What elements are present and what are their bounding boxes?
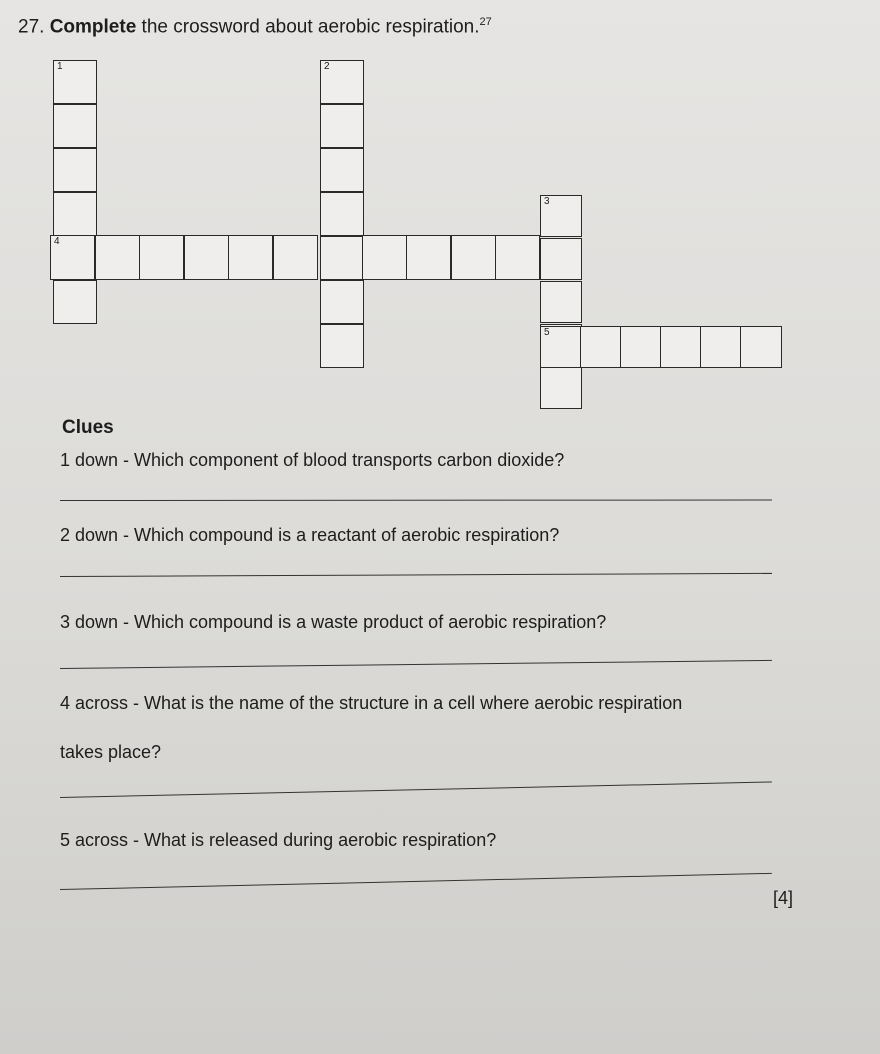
answer-line-2[interactable] <box>60 573 772 577</box>
crossword-cell-2-down-2[interactable] <box>320 104 364 148</box>
clue-number-3: 3 <box>544 196 550 207</box>
crossword-cell-4-across-5[interactable] <box>228 235 273 280</box>
answer-line-1[interactable] <box>60 500 772 501</box>
crossword-cell-4-across-9[interactable] <box>406 235 451 280</box>
crossword-cell-1-down-3[interactable] <box>53 148 97 192</box>
crossword-cell-5-across-6[interactable] <box>740 326 782 368</box>
crossword-cell-5-across-5[interactable] <box>700 326 742 368</box>
clue-5-across: 5 across - What is released during aerobic respiration? <box>60 830 497 850</box>
crossword-cell-4-across-8[interactable] <box>362 235 407 280</box>
clue-number-4: 4 <box>54 236 60 247</box>
crossword-cell-2-down-7[interactable] <box>320 324 364 368</box>
clue-number-1: 1 <box>57 61 63 72</box>
crossword-cell-2-down-1[interactable] <box>320 60 364 104</box>
clue-4-across: 4 across - What is the name of the structure in a cell where aerobic respiration <box>60 693 683 713</box>
clue-3-down: 3 down - Which compound is a waste product of aerobic respiration? <box>60 612 607 632</box>
crossword-cell-5-across-4[interactable] <box>660 326 702 368</box>
crossword-cell-4-across-2[interactable] <box>95 235 140 280</box>
crossword-cell-3-down-1[interactable] <box>540 195 582 237</box>
question-bold-word: Complete <box>49 16 137 38</box>
marks-label: [4] <box>773 888 794 908</box>
answer-line-3[interactable] <box>60 660 772 669</box>
crossword-cell-4-across-4[interactable] <box>184 235 229 280</box>
answer-line-5[interactable] <box>60 873 772 890</box>
crossword-cell-3-down-3[interactable] <box>540 281 582 323</box>
crossword-cell-4-across-10[interactable] <box>451 235 496 280</box>
question-number: 27. <box>18 16 45 38</box>
crossword-cell-2-down-3[interactable] <box>320 148 364 192</box>
clue-2-down: 2 down - Which compound is a reactant of aerobic respiration? <box>60 525 560 545</box>
crossword-cell-4-across-6[interactable] <box>273 235 318 280</box>
crossword-cell-5-across-3[interactable] <box>620 326 662 368</box>
crossword-cell-5-across-2[interactable] <box>580 326 622 368</box>
question-text: the crossword about aerobic respiration. <box>136 16 480 38</box>
clue-number-5: 5 <box>544 327 550 338</box>
crossword-cell-1-down-1[interactable] <box>53 60 97 104</box>
crossword-cell-3-down-5[interactable] <box>540 367 582 409</box>
crossword-cell-5-across-1[interactable] <box>540 326 582 368</box>
crossword-cell-1-down-2[interactable] <box>53 104 97 148</box>
clues-title: Clues <box>62 417 114 438</box>
crossword-cell-2-down-5[interactable] <box>320 236 364 280</box>
crossword-cell-2-down-6[interactable] <box>320 280 364 324</box>
crossword-grid <box>0 0 880 420</box>
crossword-cell-2-down-4[interactable] <box>320 192 364 236</box>
crossword-cell-4-across-11[interactable] <box>495 235 540 280</box>
crossword-cell-4-across-3[interactable] <box>139 235 184 280</box>
crossword-cell-1-down-6[interactable] <box>53 280 97 324</box>
clue-number-2: 2 <box>324 61 330 72</box>
crossword-cell-4-across-1[interactable] <box>50 235 95 280</box>
question-reference: 27 <box>479 16 492 28</box>
crossword-cell-1-down-4[interactable] <box>53 192 97 236</box>
crossword-cell-3-down-2[interactable] <box>540 238 582 280</box>
clue-4-across-continuation: takes place? <box>60 742 162 762</box>
clue-1-down: 1 down - Which component of blood transports carbon dioxide? <box>60 450 565 470</box>
answer-line-4[interactable] <box>60 781 772 798</box>
